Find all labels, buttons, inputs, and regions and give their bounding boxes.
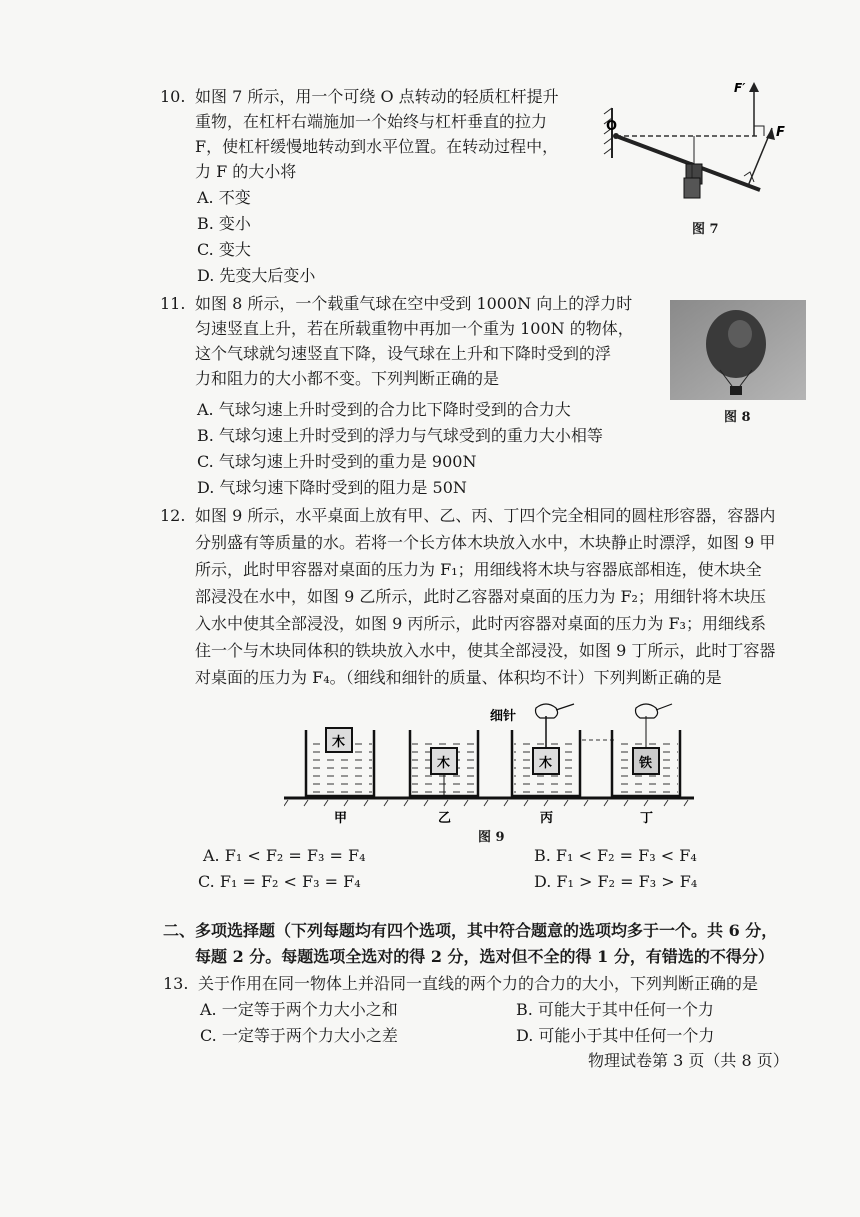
question-stem-line: 如图 8 所示，一个载重气球在空中受到 1000N 向上的浮力时 [195, 294, 633, 313]
question-number: 10. [160, 87, 186, 106]
force-label-prime: F′ [734, 81, 746, 95]
option-d: D. 可能小于其中任何一个力 [516, 1026, 715, 1045]
option-b: B. 气球匀速上升时受到的浮力与气球受到的重力大小相等 [197, 426, 603, 445]
figure-9-caption: 图 9 [478, 830, 505, 845]
option-b: B. F₁ < F₂ = F₃ < F₄ [534, 846, 697, 865]
option-a: A. F₁ < F₂ = F₃ = F₄ [203, 846, 366, 865]
question-number: 12. [160, 506, 186, 525]
option-b: B. 可能大于其中任何一个力 [516, 1000, 714, 1019]
question-stem-line: 匀速竖直上升，若在所载重物中再加一个重为 100N 的物体， [195, 319, 634, 338]
container-label: 丁 [640, 811, 654, 826]
option-c: C. F₁ = F₂ < F₃ = F₄ [198, 872, 361, 891]
block-label-wood: 木 [437, 756, 451, 771]
option-b: B. 变小 [197, 214, 251, 233]
question-stem-line: 如图 7 所示，用一个可绕 O 点转动的轻质杠杆提升 [195, 87, 559, 106]
block-label-wood: 木 [539, 756, 553, 771]
question-stem-line: 部浸没在水中，如图 9 乙所示，此时乙容器对桌面的压力为 F₂；用细针将木块压 [195, 587, 766, 606]
figure-8-caption: 图 8 [724, 410, 751, 425]
section-2-line: 每题 2 分。每题选项全选对的得 2 分，选对但不全的得 1 分，有错选的不得分） [195, 947, 774, 966]
question-stem-line: 力 F 的大小将 [195, 162, 297, 181]
option-a: A. 气球匀速上升时受到的合力比下降时受到的合力大 [197, 400, 571, 419]
question-stem-line: 所示，此时甲容器对桌面的压力为 F₁；用细线将木块与容器底部相连，使木块全 [195, 560, 762, 579]
option-d: D. F₁ > F₂ = F₃ > F₄ [534, 872, 698, 891]
option-d: D. 先变大后变小 [197, 266, 316, 285]
option-d: D. 气球匀速下降时受到的阻力是 50N [197, 478, 467, 497]
figure-7-caption: 图 7 [692, 222, 719, 237]
question-stem-line: 住一个与木块同体积的铁块放入水中，使其全部浸没，如图 9 丁所示，此时丁容器 [195, 641, 776, 660]
block-label-wood: 木 [332, 735, 346, 750]
question-stem-line: 入水中使其全部浸没，如图 9 丙所示，此时丙容器对桌面的压力为 F₃；用细线系 [195, 614, 766, 633]
page-footer: 物理试卷第 3 页（共 8 页） [588, 1051, 789, 1070]
needle-label: 细针 [490, 709, 517, 724]
question-stem-line: 对桌面的压力为 F₄。（细线和细针的质量、体积均不计）下列判断正确的是 [195, 668, 722, 687]
container-label: 丙 [540, 811, 554, 826]
question-stem-line: 分别盛有等质量的水。若将一个长方体木块放入水中，木块静止时漂浮，如图 9 甲 [195, 533, 776, 552]
question-number: 13. [163, 974, 189, 993]
option-c: C. 一定等于两个力大小之差 [200, 1026, 398, 1045]
question-stem-line: F，使杠杆缓慢地转动到水平位置。在转动过程中， [195, 137, 559, 156]
container-label: 乙 [438, 811, 452, 826]
option-c: C. 变大 [197, 240, 251, 259]
option-a: A. 不变 [197, 188, 251, 207]
question-stem-line: 如图 9 所示，水平桌面上放有甲、乙、丙、丁四个完全相同的圆柱形容器，容器内 [195, 506, 776, 525]
figure-8-balloon-photo [670, 300, 806, 400]
question-stem-line: 这个气球就匀速竖直下降，设气球在上升和下降时受到的浮 [195, 344, 612, 363]
figure-9-containers [284, 700, 694, 828]
question-stem-line: 关于作用在同一物体上并沿同一直线的两个力的合力的大小，下列判断正确的是 [198, 974, 759, 993]
question-number: 11. [160, 294, 186, 313]
section-2-line: 二、多项选择题（下列每题均有四个选项，其中符合题意的选项均多于一个。共 6 分， [163, 921, 778, 940]
block-label-iron: 铁 [639, 756, 653, 771]
container-label: 甲 [334, 811, 348, 826]
figure-7-lever [598, 78, 798, 238]
force-label: F [776, 125, 785, 140]
pivot-label: O [606, 119, 618, 134]
question-stem-line: 力和阻力的大小都不变。下列判断正确的是 [195, 369, 500, 388]
option-a: A. 一定等于两个力大小之和 [200, 1000, 398, 1019]
question-stem-line: 重物，在杠杆右端施加一个始终与杠杆垂直的拉力 [195, 112, 548, 131]
option-c: C. 气球匀速上升时受到的重力是 900N [197, 452, 477, 471]
